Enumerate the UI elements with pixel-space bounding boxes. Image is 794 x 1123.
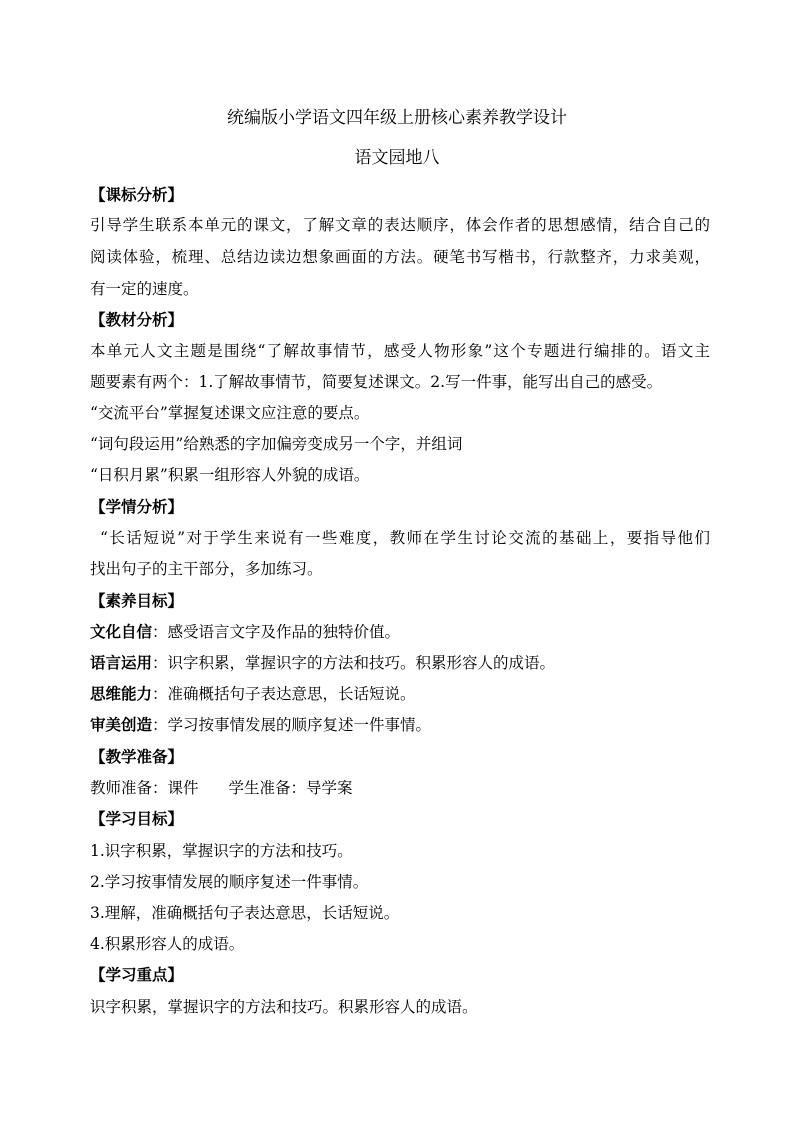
paragraph-line: 识字积累，掌握识字的方法和技巧。积累形容人的成语。	[90, 998, 478, 1016]
paragraph-line: “日积月累”积累一组形容人外貌的成语。	[90, 466, 370, 484]
paragraph-line: 引导学生联系本单元的课文，了解文章的表达顺序，体会作者的思想感情，结合自己的	[90, 216, 710, 234]
document-subtitle: 语文园地八	[354, 148, 440, 168]
learning-goal-item: 3.理解，准确概括句子表达意思，长话短说。	[90, 904, 400, 922]
teacher-preparation: 教师准备：课件	[90, 779, 199, 797]
section-heading-curriculum: 【课标分析】	[90, 186, 184, 204]
literacy-goal-item	[90, 683, 710, 705]
section-heading-literacy-goals: 【素养目标】	[90, 592, 184, 610]
paragraph-line: 有一定的速度。	[90, 280, 199, 298]
learning-goal-item: 2.学习按事情发展的顺序复述一件事情。	[90, 873, 369, 891]
paragraph-line: 阅读体验，梳理、总结边读边想象画面的方法。硬笔书写楷书，行款整齐，力求美观，	[90, 248, 710, 266]
literacy-goal-text: ：识字积累，掌握识字的方法和技巧。积累形容人的成语。	[152, 654, 556, 672]
section-heading-learning-goals: 【学习目标】	[90, 810, 184, 828]
literacy-goal-label: 语言运用	[90, 654, 153, 672]
paragraph-line: “交流平台”掌握复述课文应注意的要点。	[90, 404, 370, 422]
paragraph-line: 题要素有两个：1.了解故事情节，简要复述课文。2.写一件事，能写出自己的感受。	[90, 373, 663, 391]
literacy-goal-label: 审美创造	[90, 716, 153, 734]
literacy-goal-label: 文化自信	[90, 623, 153, 641]
paragraph-line: 找出句子的主干部分，多加练习。	[90, 560, 323, 578]
paragraph-line: 本单元人文主题是围绕“了解故事情节，感受人物形象”这个专题进行编排的。语文主	[90, 342, 710, 360]
section-heading-key-points: 【学习重点】	[90, 966, 184, 984]
student-preparation: 学生准备：导学案	[228, 779, 353, 797]
literacy-goal-text: ：学习按事情发展的顺序复述一件事情。	[152, 716, 432, 734]
paragraph-line: “词句段运用”给熟悉的字加偏旁变成另一个字，并组词	[90, 435, 463, 453]
document-title: 统编版小学语文四年级上册核心素养教学设计	[227, 108, 567, 128]
paragraph-line: “长话短说”对于学生来说有一些难度，教师在学生讨论交流的基础上，要指导他们	[100, 529, 710, 547]
literacy-goal-text: ：感受语言文字及作品的独特价值。	[152, 623, 401, 641]
section-heading-textbook: 【教材分析】	[90, 311, 184, 329]
literacy-goal-label: 思维能力	[90, 685, 153, 703]
section-heading-students: 【学情分析】	[90, 498, 184, 516]
learning-goal-item: 4.积累形容人的成语。	[90, 935, 245, 953]
learning-goal-item: 1.识字积累，掌握识字的方法和技巧。	[90, 842, 353, 860]
preparation-line	[90, 777, 710, 799]
section-heading-preparation: 【教学准备】	[90, 748, 184, 766]
literacy-goal-item	[90, 621, 710, 643]
literacy-goal-item	[90, 714, 710, 736]
literacy-goal-text: ：准确概括句子表达意思，长话短说。	[152, 685, 416, 703]
literacy-goal-item	[90, 652, 710, 674]
